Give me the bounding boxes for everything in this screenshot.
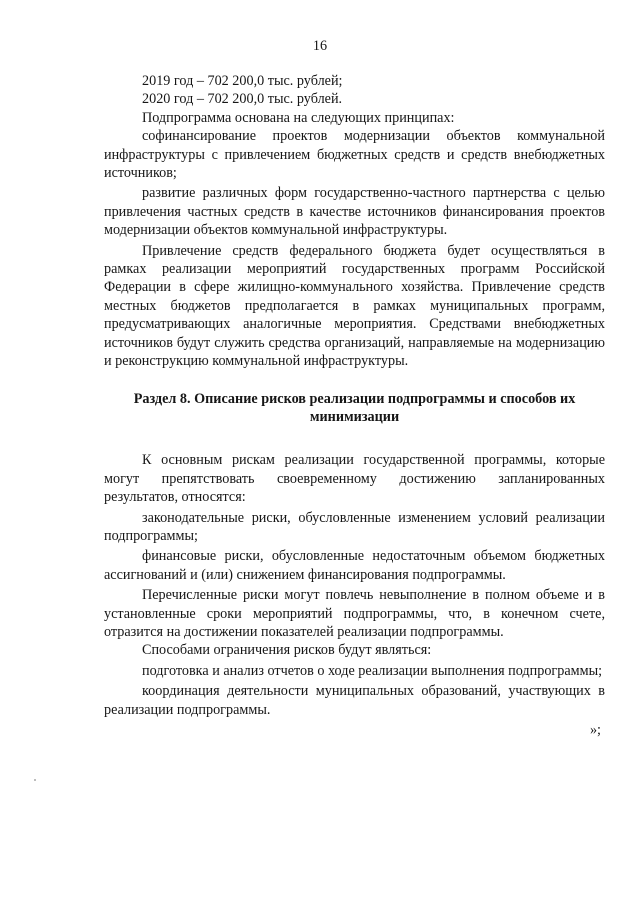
funding-sources-paragraph: Привлечение средств федерального бюджета будет осуществляться в рамках реализации мероприятий государственных программ Российской Федерации в сфере жилищно-коммунального хозяйства. Привлечение средств местных бюджетов предполагается в рамках муниципальных программ, предусматривающих аналогичные мероприятия. Средствами внебюджетных источников будут служить средства организаций, направляемые на модернизацию и реконструкцию коммунальной инфраструктуры. bbox=[104, 242, 605, 370]
principles-intro: Подпрограмма основана на следующих принципах: bbox=[142, 109, 455, 126]
closing-quote-mark: »; bbox=[589, 722, 601, 738]
document-body bbox=[104, 72, 605, 739]
risks-consequence: Перечисленные риски могут повлечь невыполнение в полном объеме и в установленные сроки мероприятий подпрограммы, что, в конечном счете, отразится на достижении показателей реализации подпрограммы. bbox=[104, 587, 605, 640]
funding-line-2020: 2020 год – 702 200,0 тыс. рублей. bbox=[142, 91, 343, 108]
mitigation-reporting: подготовка и анализ отчетов о ходе реализации выполнения подпрограммы; bbox=[142, 662, 603, 679]
scan-speck bbox=[34, 779, 36, 781]
mitigation-coordination: координация деятельности муниципальных образований, участвующих в реализации подпрограммы. bbox=[104, 683, 605, 718]
page-number: 16 bbox=[312, 38, 328, 54]
section-heading: Раздел 8. Описание рисков реализации подпрограммы и способов их минимизации bbox=[133, 390, 576, 425]
mitigation-intro: Способами ограничения рисков будут являться: bbox=[142, 642, 432, 659]
principle-cofinancing: софинансирование проектов модернизации объектов коммунальной инфраструктуры с привлечением бюджетных средств и средств внебюджетных источников; bbox=[104, 128, 605, 182]
risk-legislative: законодательные риски, обусловленные изменением условий реализации подпрограммы; bbox=[104, 509, 605, 544]
risks-intro: К основным рискам реализации государственной программы, которые могут препятствовать своевременному достижению запланированных результатов, относятся: bbox=[104, 452, 605, 506]
principle-partnership: развитие различных форм государственно-частного партнерства с целью привлечения частных средств в качестве источников финансирования проектов модернизации объектов коммунальной инфраструктуры. bbox=[104, 185, 605, 239]
risk-financial: финансовые риски, обусловленные недостаточным объемом бюджетных ассигнований и (или) снижением финансирования подпрограммы. bbox=[104, 548, 605, 583]
funding-line-2019: 2019 год – 702 200,0 тыс. рублей; bbox=[142, 73, 343, 89]
